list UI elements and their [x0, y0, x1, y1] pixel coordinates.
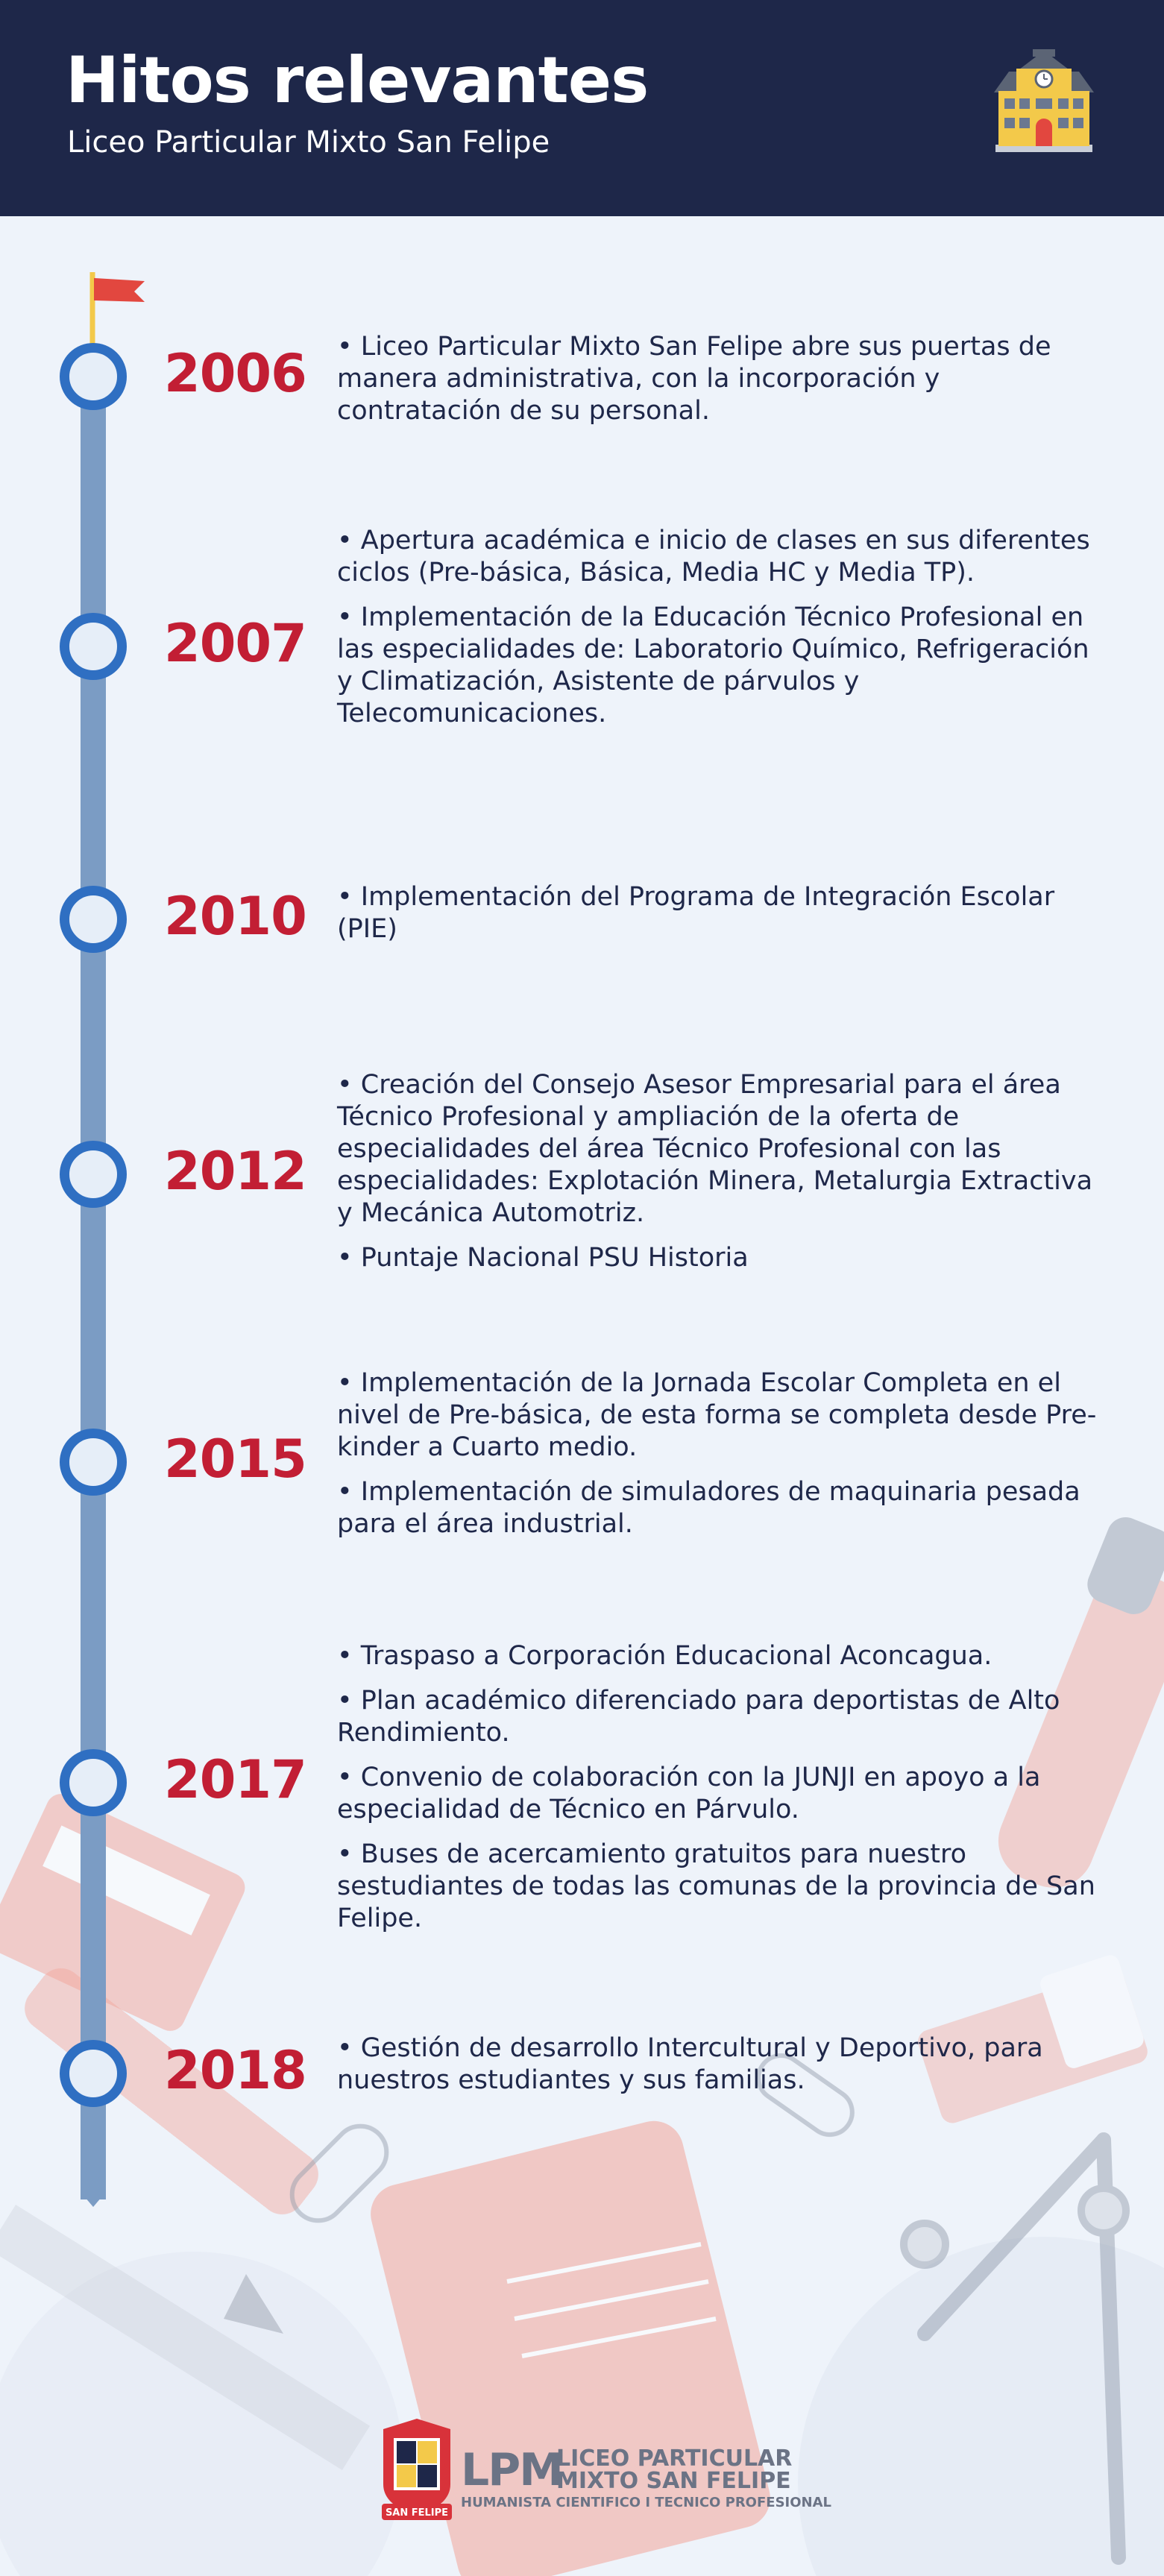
milestone-item: • Implementación de simuladores de maquinaria pesada para el área industrial. [337, 1477, 1080, 1539]
milestone-item: • Liceo Particular Mixto San Felipe abre sus puertas de manera administrativa, con la incorporación y contratación de su personal. [337, 332, 1051, 426]
timeline-node [60, 1749, 127, 1816]
timeline-arrow-tip [81, 2192, 106, 2207]
milestone-item: • Implementación de la Educación Técnico Profesional en las especialidades de: Laboratorio Químico, Refrigeración y Climatización, Asistente de párvulos y Telecomunicaciones. [337, 602, 1089, 728]
page-title: Hitos relevantes [66, 43, 649, 118]
timeline-node [60, 1429, 127, 1496]
milestone-item: • Convenio de colaboración con la JUNJI en apoyo a la especialidad de Técnico en Párvulo. [337, 1763, 1041, 1824]
milestone-description [337, 331, 1105, 440]
flag-icon [88, 272, 148, 354]
school-building-icon [988, 46, 1100, 158]
milestone-item: • Apertura académica e inicio de clases en sus diferentes ciclos (Pre-básica, Básica, Media HC y Media TP). [337, 526, 1090, 588]
timeline-node [60, 613, 127, 680]
timeline-node [60, 1141, 127, 1208]
timeline-node [60, 343, 127, 410]
logo-line-2: MIXTO SAN FELIPE [556, 2468, 791, 2494]
milestone-year: 2012 [164, 1141, 306, 1202]
crest-label: SAN FELIPE [385, 2507, 449, 2519]
milestone-year: 2015 [164, 1429, 306, 1490]
milestone-year: 2006 [164, 343, 306, 404]
milestone-year: 2010 [164, 886, 306, 947]
milestone-year: 2007 [164, 613, 306, 674]
milestone-item: • Buses de acercamiento gratuitos para nuestro sestudiantes de todas las comunas de la provincia de San Felipe. [337, 1839, 1095, 1933]
milestone-description [337, 2032, 1105, 2109]
milestone-description [337, 525, 1105, 743]
milestone-description [337, 1069, 1105, 1287]
milestone-item: • Plan académico diferenciado para deportistas de Alto Rendimiento. [337, 1686, 1060, 1748]
milestone-item: • Creación del Consejo Asesor Empresarial para el área Técnico Profesional y ampliación de la oferta de especialidades del área Técnico Profesional con las especialidades: Explotación Minera, Metalurgia Extractiva y Mecánica Automotriz. [337, 1070, 1093, 1228]
logo-acronym: LPM [461, 2444, 562, 2496]
school-crest-icon [379, 2416, 455, 2524]
logo-line-3: HUMANISTA CIENTIFICO I TECNICO PROFESIONAL [461, 2495, 832, 2510]
milestone-year: 2018 [164, 2040, 306, 2101]
timeline-node [60, 2040, 127, 2107]
milestone-item: • Puntaje Nacional PSU Historia [337, 1243, 749, 1273]
logo-line-1: LICEO PARTICULAR [556, 2446, 793, 2472]
header-banner [0, 0, 1164, 216]
milestone-item: • Gestión de desarrollo Intercultural y Deportivo, para nuestros estudiantes y sus familias. [337, 2033, 1043, 2095]
milestone-description [337, 1367, 1105, 1553]
milestone-description [337, 1640, 1105, 1947]
milestone-item: • Traspaso a Corporación Educacional Aconcagua. [337, 1641, 992, 1671]
milestone-year: 2017 [164, 1749, 306, 1810]
milestone-item: • Implementación de la Jornada Escolar Completa en el nivel de Pre-básica, de esta forma se completa desde Pre-kinder a Cuarto medio. [337, 1368, 1097, 1462]
page-subtitle: Liceo Particular Mixto San Felipe [67, 125, 550, 160]
timeline-node [60, 886, 127, 953]
milestone-item: • Implementación del Programa de Integración Escolar (PIE) [337, 882, 1055, 944]
milestone-description [337, 881, 1105, 958]
